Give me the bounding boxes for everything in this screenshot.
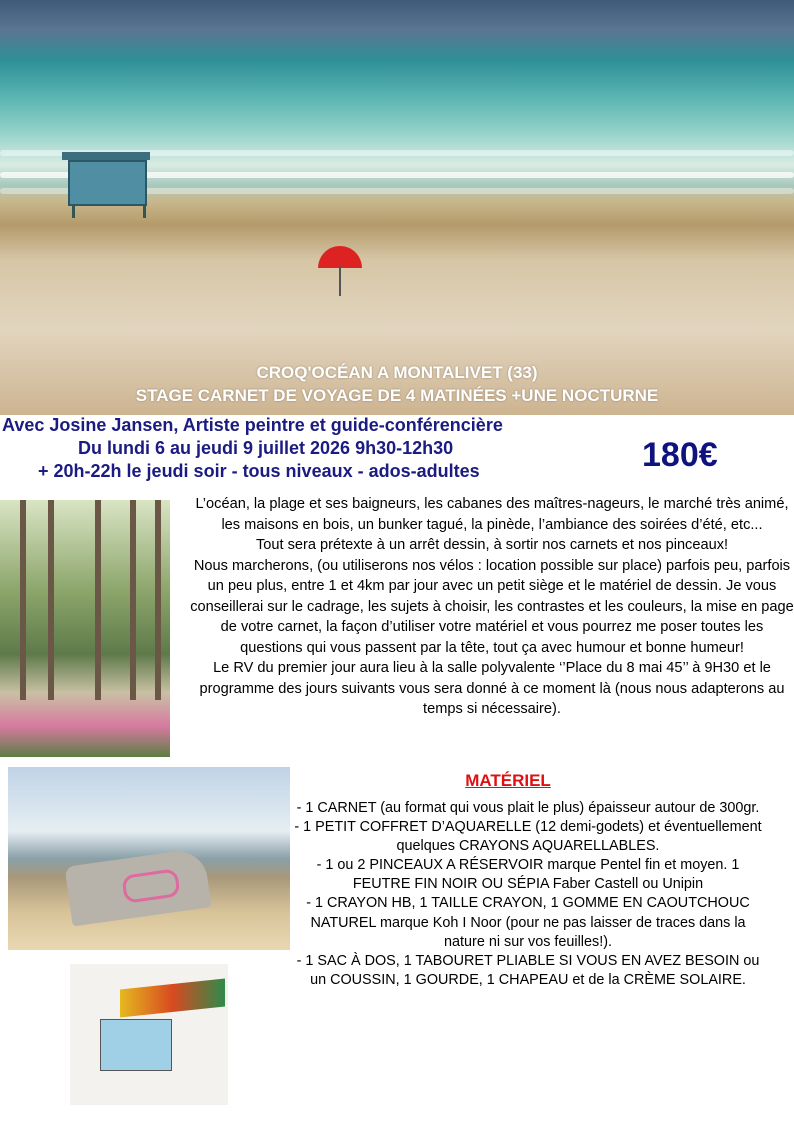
red-umbrella xyxy=(318,246,362,268)
list-item: - 1 SAC À DOS, 1 TABOURET PLIABLE SI VOUS EN AVEZ BESOIN ou un COUSSIN, 1 GOURDE, 1 CHAPEAU et de la CRÈME SOLAIRE. xyxy=(296,952,760,988)
bunker-beach-sketch xyxy=(8,767,290,950)
list-item: - 1 CRAYON HB, 1 TAILLE CRAYON, 1 GOMME EN CAOUTCHOUC NATUREL marque Koh I Noor (pour ne pas laisser de traces dans la nature ni sur vos feuilles!). xyxy=(306,895,750,950)
umbrella-pole xyxy=(339,266,341,296)
description-paragraph: L’océan, la plage et ses baigneurs, les cabanes des maîtres-nageurs, le marché très animé, les maisons en bois, un bunker tagué, la pinède, l’ambiance des soirées d’été, etc... xyxy=(195,496,789,533)
description xyxy=(190,494,794,720)
lifeguard-cabin xyxy=(68,160,147,206)
description-paragraph: Le RV du premier jour aura lieu à la salle polyvalente ‘’Place du 8 mai 45’’ à 9H30 et le programme des jours suivants vous sera donné à ce moment là (nous nous adapterons au temps si nécessaire). xyxy=(199,660,785,717)
market-sketch xyxy=(70,964,228,1105)
description-paragraph: Tout sera prétexte à un arrêt dessin, à sortir nos carnets et nos pinceaux! xyxy=(255,537,729,553)
cabin-legs xyxy=(72,204,146,218)
beach-watercolor-painting xyxy=(0,0,794,415)
artist-line: Avec Josine Jansen, Artiste peintre et guide-conférencière xyxy=(2,415,503,435)
title-line-1: CROQ'OCÉAN A MONTALIVET (33) xyxy=(256,363,538,382)
price: 180€ xyxy=(642,436,718,474)
list-item: - 1 PETIT COFFRET D’AQUARELLE (12 demi-godets) et éventuellement quelques CRAYONS AQUARELLABLES. xyxy=(294,819,762,855)
description-paragraph: Nous marcherons, (ou utiliserons nos vélos : location possible sur place) parfois peu, parfois un peu plus, entre 1 et 4km par jour avec un petit siège et le matériel de dessin. Je vous conseillerai sur le cadrage, les sujets à choisir, les contrastes et les couleurs, la mise en page de votre carnet, la façon d’utiliser votre matériel et vous pourrez me poser toutes les questions qui vous passent par la tête, tout ça avec humour et bonne humeur! xyxy=(190,557,794,656)
materiel-list xyxy=(290,799,794,990)
dates-line: Du lundi 6 au jeudi 9 juillet 2026 9h30-12h30 xyxy=(78,438,454,458)
list-item: - 1 CARNET (au format qui vous plait le plus) épaisseur autour de 300gr. xyxy=(296,800,760,816)
title-line-2: STAGE CARNET DE VOYAGE DE 4 MATINÉES +UNE NOCTURNE xyxy=(135,386,659,405)
evening-line: + 20h-22h le jeudi soir - tous niveaux - ados-adultes xyxy=(38,461,480,481)
forest-cyclists-sketch xyxy=(0,500,170,757)
list-item: - 1 ou 2 PINCEAUX A RÉSERVOIR marque Pentel fin et moyen. 1 FEUTRE FIN NOIR OU SÉPIA Faber Castell ou Unipin xyxy=(316,857,740,893)
materiel-heading: MATÉRIEL xyxy=(465,771,551,790)
